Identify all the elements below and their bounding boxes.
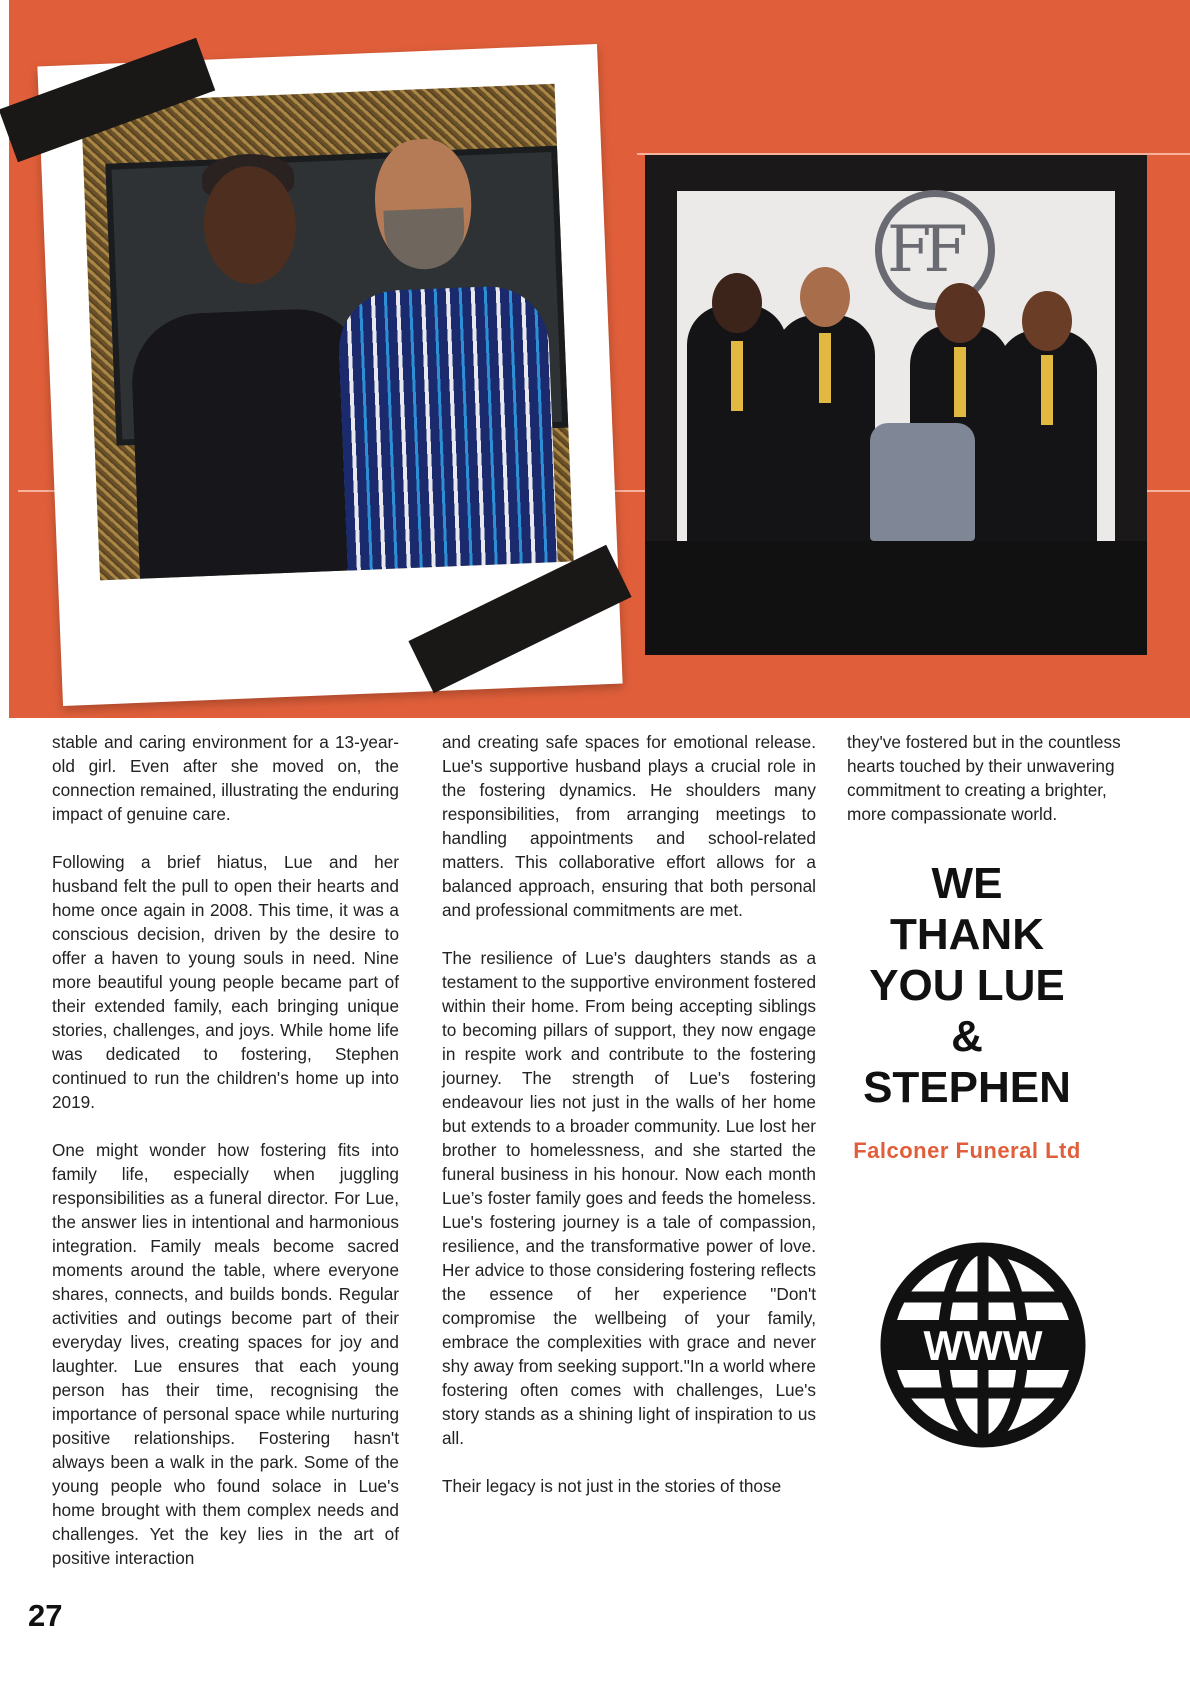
chair bbox=[870, 423, 975, 541]
photo-funeral-team bbox=[645, 155, 1147, 655]
paragraph: and creating safe spaces for emotional release. Lue's supportive husband plays a crucial role in the fostering dynamics. He shoulders many responsibilities, from arranging meetings to handling appointments and school-related matters. This collaborative effort allows for a balanced approach, ensuring that both personal and professional commitments are met. bbox=[442, 732, 816, 920]
page-number: 27 bbox=[28, 1598, 63, 1633]
paragraph: One might wonder how fostering fits into family life, especially when juggling responsibilities as a funeral director. For Lue, the answer lies in intentional and harmonious integration. Family meals become sacred moments around the table, where everyone shares, connects, and builds bonds. Regular activities and outings become part of their everyday lives, creating spaces for joy and laughter. Lue ensures that each young person has their time, recognising the importance of personal space while nurturing positive relationships. Fostering hasn't always been a walk in the park. Some of the young people who found solace in Lue's home brought with them complex needs and challenges. Yet the key lies in the art of positive interaction bbox=[52, 1140, 399, 1568]
paragraph: stable and caring environment for a 13-year-old girl. Even after she moved on, the connection remained, illustrating the enduring impact of genuine care. bbox=[52, 732, 399, 824]
paragraph: Their legacy is not just in the stories of those bbox=[442, 1476, 782, 1496]
paragraph: The resilience of Lue's daughters stands as a testament to the supportive environment fostered within their home. From being accepting siblings to becoming pillars of support, they now engage in respite work and contribute to the fostering journey. The strength of Lue's fostering endeavour lies not just in the walls of her home but extends to a broader community. Lue lost her brother to homelessness, and she started the funeral business in his honour. Now each month Lue’s foster family goes and feeds the homeless. Lue's fostering journey is a tale of compassion, resilience, and the transformative power of love. Her advice to those considering fostering reflects the essence of her experience "Don't compromise the wellbeing of your family, embrace the complexities with grace and never shy away from seeking support."In a world where fostering often comes with challenges, Lue's story stands as a shining light of inspiration to us all. bbox=[442, 948, 816, 1448]
paragraph: Following a brief hiatus, Lue and her husband felt the pull to open their hearts and home once again in 2008. This time, it was a conscious decision, driven by the desire to offer a haven to young souls in need. Nine more beautiful young people became part of their extended family, each bringing unique stories, challenges, and joys. While home life was dedicated to fostering, Stephen continued to run the children's home up into 2019. bbox=[52, 852, 399, 1112]
globe-www-label: WWW bbox=[923, 1322, 1043, 1369]
article-column-2 bbox=[442, 730, 816, 1522]
article-column-1 bbox=[52, 730, 399, 1594]
globe-www-icon[interactable] bbox=[880, 1242, 1086, 1448]
photo-couple bbox=[81, 84, 574, 581]
article-column-3 bbox=[847, 730, 1137, 850]
funeral-logo-letters: FF bbox=[887, 213, 960, 287]
paragraph: they've fostered but in the countless hearts touched by their unwavering commitment to creating a brighter, more compassionate world. bbox=[847, 732, 1121, 824]
company-name: Falconer Funeral Ltd bbox=[853, 1138, 1081, 1163]
thank-you-heading: WE THANK YOU LUE & STEPHEN bbox=[863, 859, 1071, 1112]
